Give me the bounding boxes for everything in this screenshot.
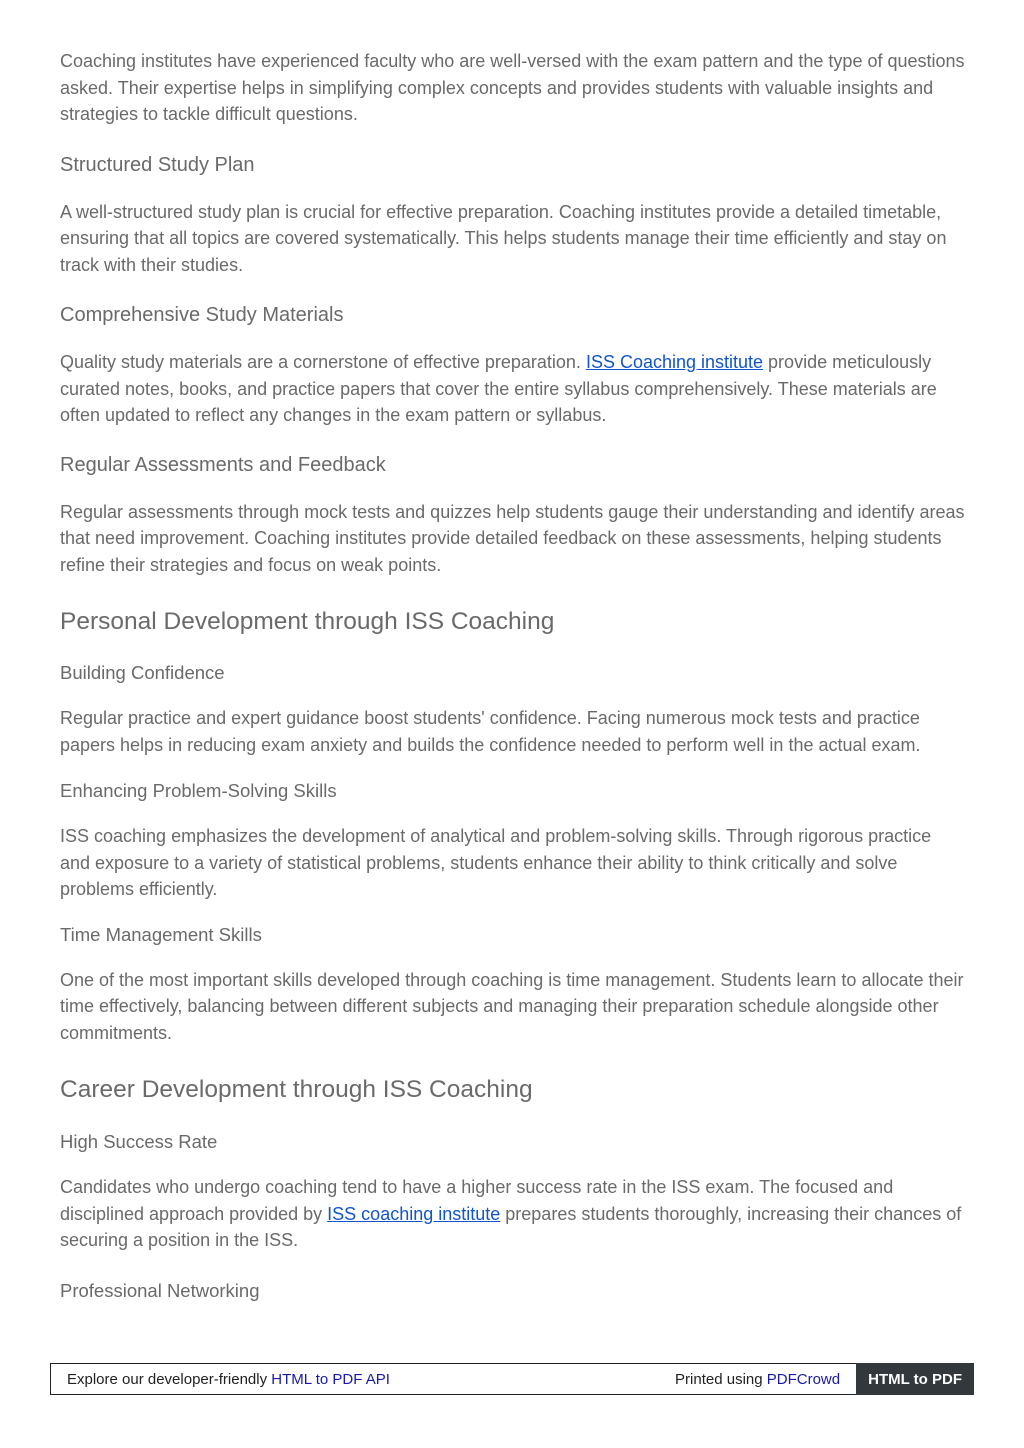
- heading-personal-development: Personal Development through ISS Coaching: [60, 608, 555, 635]
- intro-paragraph: Coaching institutes have experienced faculty who are well-versed with the exam pattern and the type of questions asked. Their expertise helps in simplifying complex concepts and provides students with valuable insights and strategies to tackle difficult questions.: [60, 51, 965, 124]
- success-rate-text-before: Candidates who undergo coaching tend to have a higher success rate in the ISS exam. The focused and disciplined approach provided by: [60, 1177, 894, 1224]
- heading-building-confidence: Building Confidence: [60, 662, 225, 683]
- footer-printed: [675, 1371, 856, 1388]
- time-management-paragraph: One of the most important skills developed through coaching is time management. Students learn to allocate their time effectively, balancing between different subjects and managing their preparation schedule alongside other commitments.: [60, 969, 964, 1043]
- heading-time-management: Time Management Skills: [60, 923, 262, 945]
- assessments-paragraph: Regular assessments through mock tests and quizzes help students gauge their understanding and identify areas that need improvement. Coaching institutes provide detailed feedback on these assessments, helping students refine their strategies and focus on weak points.: [60, 501, 965, 575]
- footer-explore: [51, 1371, 675, 1388]
- study-materials-text-after: provide meticulously curated notes, books, and practice papers that cover the entire syllabus comprehensively. These materials are often updated to reflect any changes in the exam pattern or syllabus.: [60, 352, 937, 425]
- iss-coaching-institute-link-2[interactable]: ISS coaching institute: [327, 1203, 501, 1224]
- html-to-pdf-badge[interactable]: HTML to PDF: [856, 1363, 974, 1395]
- heading-professional-networking: Professional Networking: [60, 1279, 260, 1301]
- study-materials-text-before: Quality study materials are a cornerstone of effective preparation.: [60, 352, 586, 372]
- document-content: [60, 48, 966, 1303]
- heading-high-success-rate: High Success Rate: [60, 1131, 218, 1152]
- footer-explore-text: Explore our developer-friendly: [67, 1370, 272, 1388]
- heading-regular-assessments: Regular Assessments and Feedback: [60, 453, 386, 476]
- confidence-paragraph: Regular practice and expert guidance boost students' confidence. Facing numerous mock tests and practice papers helps in reducing exam anxiety and builds the confidence needed to perform well in the actual exam.: [60, 708, 921, 755]
- footer-printed-text: Printed using: [675, 1370, 767, 1388]
- success-rate-text-after: prepares students thoroughly, increasing their chances of securing a position in the ISS.: [60, 1203, 962, 1250]
- problem-solving-paragraph: ISS coaching emphasizes the development of analytical and problem-solving skills. Through rigorous practice and exposure to a variety of statistical problems, students enhance their ability to think critically and solve problems efficiently.: [60, 826, 932, 899]
- success-rate-paragraph: [60, 1174, 966, 1254]
- structured-study-plan-paragraph: A well-structured study plan is crucial for effective preparation. Coaching institutes provide a detailed timetable, ensuring that all topics are covered systematically. This helps students manage their time efficiently and stay on track with their studies.: [60, 201, 947, 275]
- html-to-pdf-api-link[interactable]: HTML to PDF API: [271, 1370, 390, 1388]
- pdfcrowd-footer-banner: [50, 1363, 974, 1395]
- study-materials-paragraph: [60, 349, 966, 429]
- heading-career-development: Career Development through ISS Coaching: [60, 1076, 533, 1103]
- heading-problem-solving: Enhancing Problem-Solving Skills: [60, 780, 337, 801]
- pdfcrowd-link[interactable]: PDFCrowd: [766, 1370, 841, 1388]
- iss-coaching-institute-link[interactable]: ISS Coaching institute: [585, 352, 764, 372]
- heading-structured-study-plan: Structured Study Plan: [60, 153, 255, 176]
- heading-comprehensive-study-materials: Comprehensive Study Materials: [60, 304, 344, 326]
